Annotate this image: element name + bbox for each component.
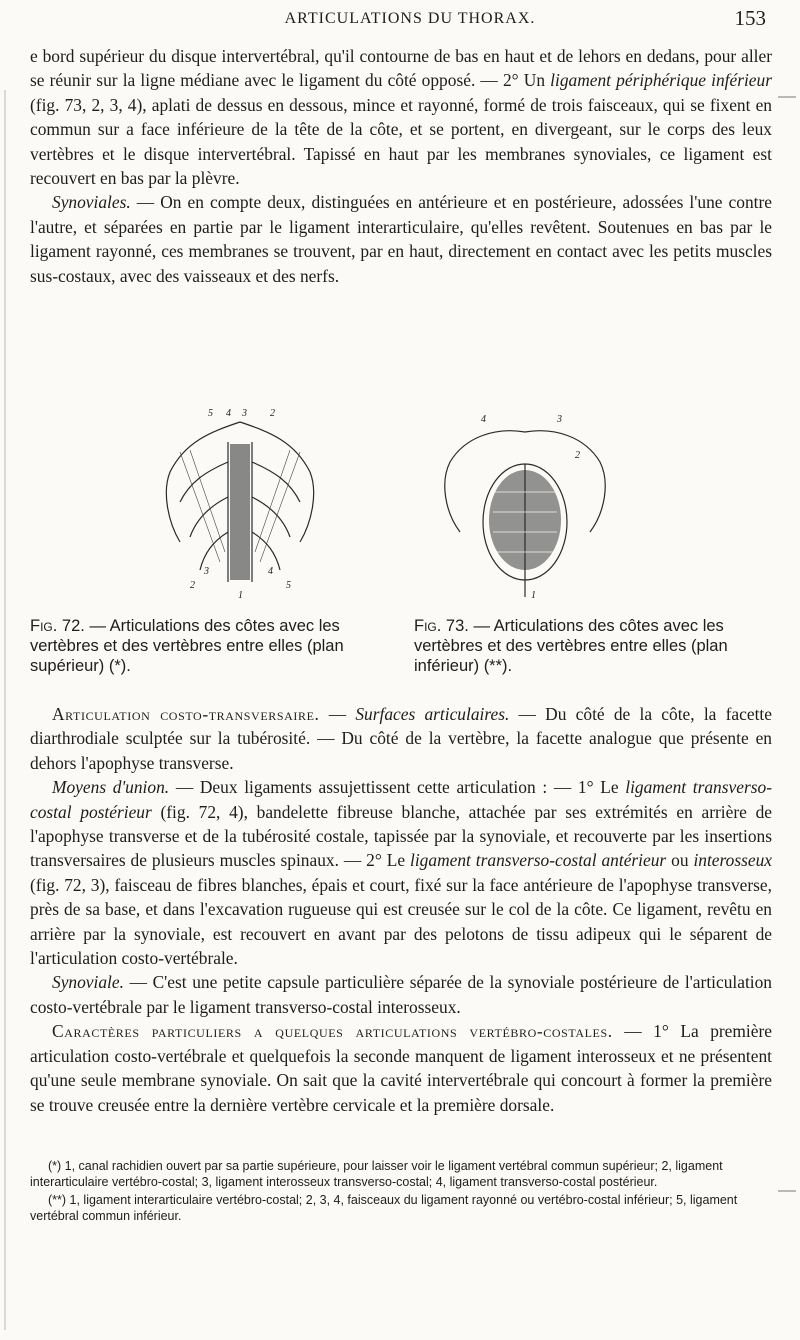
figure-72-engraving [150, 402, 330, 602]
disc-shading [489, 470, 561, 570]
italic-term: Surfaces articulaires. [355, 704, 510, 724]
footnotes [30, 1158, 772, 1226]
fig73-marker: 4 [481, 414, 486, 425]
text-run: — 1° La première articulation costo-vertébrale et quelquefois la seconde manquent de ligament interosseux et ne présentent qu'une seule membrane synoviale. On sait que la cavité intervertébrale qui concourt à former la première se trouve creusée entre la dernière vertèbre cervicale et la première dorsale. [30, 1021, 772, 1115]
figure-73-engraving [435, 402, 615, 602]
text-run: — Du côté de la côte, la facette diarthrodiale sculptée sur la tubérosité. — Du côté de la vertèbre, la facette analogue que présente en dehors l'apophyse transverse. [30, 704, 772, 773]
text-run: (fig. 72, 4), bandelette fibreuse blanche, attachée par ses extrémités en arrière de l'apophyse transverse et de la tubérosité costale, tapissée par la synoviale, et recouverte par les insertions transversaires de plusieurs muscles spinaux. — 2° Le [30, 801, 772, 871]
figure-72-caption [30, 616, 360, 676]
text-run: — On en compte deux, distinguées en antérieure et en postérieure, adossées l'une contre l'autre, et séparées en partie par le ligament interarticulaire, qu'elles revêtent. Soutenues en bas par le ligament rayonné, ces membranes se trouvent, par en haut, directement en contact avec les petits muscles sus-costaux, avec des vaisseaux et des nerfs. [30, 192, 772, 286]
section-heading: Caractères particuliers a quelques articulations vertébro-costales. [52, 1021, 613, 1042]
fig72-marker: 4 [268, 566, 273, 577]
running-title: ARTICULATIONS DU THORAX. [284, 10, 536, 27]
page-edge-shadow [4, 90, 6, 1330]
italic-term: ligament périphérique inférieur [550, 70, 772, 91]
italic-term: interosseux [693, 850, 773, 871]
edge-mark [778, 1190, 796, 1192]
fig72-marker: 3 [242, 408, 247, 419]
italic-term: Synoviales. [52, 192, 131, 213]
lower-text-block [30, 702, 772, 1117]
figure-captions [30, 616, 772, 696]
paragraph-caracteres-particuliers [30, 1019, 772, 1117]
footnote-fig72: (*) 1, canal rachidien ouvert par sa partie supérieure, pour laisser voir le ligament vertébral commun supérieur; 2, ligament interarticulaire vertébro-costal; 3, ligament interosseux transverso-costal; 4, ligament transverso-costal postérieur. [30, 1159, 723, 1189]
fig72-marker: 3 [204, 566, 209, 577]
fig72-marker: 5 [208, 408, 213, 419]
italic-term: ligament transverso-costal antérieur [410, 850, 667, 871]
italic-term: ligament transverso-costal postérieur [30, 777, 772, 822]
figure-72-caption-text: — Articulations des côtes avec les vertèbres et des vertèbres entre elles (plan supérieur) (*). [30, 617, 344, 675]
paragraph-synoviale [30, 970, 772, 1019]
fig72-marker: 5 [286, 580, 291, 591]
fig72-marker: 4 [226, 408, 231, 419]
vertebral-body-shading [230, 444, 250, 580]
text-run: (fig. 72, 3), faisceau de fibres blanches, épais et court, fixé sur la face antérieure de l'apophyse transverse, près de sa base, et dans l'excavation rugueuse qui est creusée sur le col de la côte. Ce ligament, revêtu en arrière par la synoviale, est recouvert en avant par des pelotons de tissu adipeux qui le séparent de l'articulation costo-vertébrale. [30, 874, 772, 969]
fig73-marker: 3 [557, 414, 562, 425]
upper-text-block [30, 44, 772, 288]
fig73-marker: 2 [575, 450, 580, 461]
right-rib-upper [240, 422, 314, 542]
left-rib-upper [166, 422, 240, 542]
figure-73-label: Fig. 73. [414, 617, 469, 635]
figure-73-illustration [435, 402, 615, 602]
figure-73-caption [414, 616, 774, 676]
fig72-marker: 2 [190, 580, 195, 591]
fig73-marker: 1 [531, 590, 536, 601]
fig72-marker: 1 [238, 590, 243, 601]
footnote-fig73: (**) 1, ligament interarticulaire vertébro-costal; 2, 3, 4, faisceaux du ligament rayonné ou vertébro-costal inférieur; 5, ligament vertébral commun inférieur. [30, 1193, 738, 1223]
paragraph-costo-transversaire [30, 702, 772, 775]
paragraph-synoviales [30, 190, 772, 288]
fig72-marker: 2 [270, 408, 275, 419]
text-run: ou [666, 850, 694, 871]
figures-row [30, 402, 772, 610]
text-run: — [319, 704, 356, 724]
italic-term: Moyens d'union. [52, 777, 170, 798]
figure-72-label: Fig. 72. [30, 617, 85, 635]
text-run: e bord supérieur du disque intervertébral, qu'il contourne de bas en haut et de lehors en dedans, pour aller se réunir sur la ligne médiane avec le ligament du côté opposé. — 2° Un [30, 46, 772, 91]
page-header [40, 0, 780, 38]
text-run: — C'est une petite capsule particulière séparée de la synoviale postérieure de l'articulation costo-vertébrale par le ligament transverso-costal interosseux. [30, 972, 772, 1017]
figure-73-caption-text: — Articulations des côtes avec les vertèbres et des vertèbres entre elles (plan inférieur) (**). [414, 617, 728, 675]
italic-term: Synoviale. [52, 972, 124, 993]
paragraph-ligament-peripherique [30, 44, 772, 190]
edge-mark [778, 96, 796, 98]
paragraph-moyens-union [30, 775, 772, 970]
section-heading: Articulation costo-transversaire. [52, 704, 320, 724]
page-number: 153 [734, 6, 766, 30]
text-run: — Deux ligaments assujettissent cette articulation : — 1° Le [169, 777, 626, 798]
figure-72-illustration [150, 402, 330, 602]
text-run: (fig. 73, 2, 3, 4), aplati de dessus en dessous, mince et rayonné, formé de trois faisceaux, qui se fixent en commun sur a face inférieure de la tête de la côte, et se portent, en divergeant, sur le corps des leux vertèbres et le disque intervertébral. Tapissé en haut par les membranes synoviales, ce ligament est recouvert en bas par la plèvre. [30, 94, 772, 189]
